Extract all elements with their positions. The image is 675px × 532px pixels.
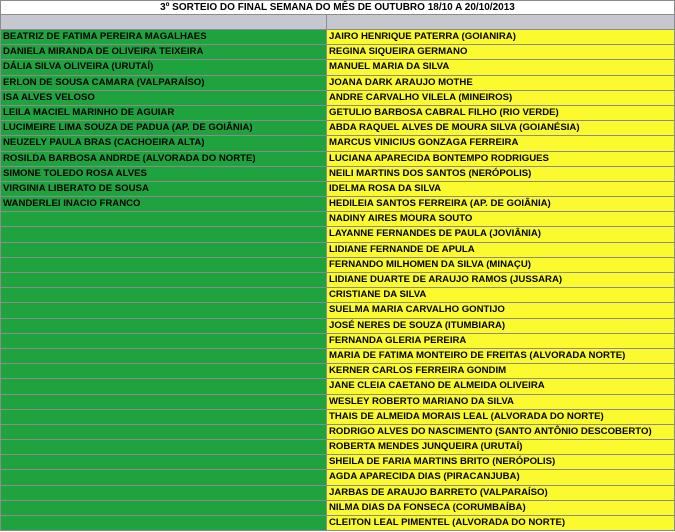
right-name-cell[interactable]: ANDRE CARVALHO VILELA (MINEIROS) (327, 91, 675, 106)
right-name-cell[interactable]: JAIRO HENRIQUE PATERRA (GOIANIRA) (327, 30, 675, 45)
right-name-cell[interactable]: SUELMA MARIA CARVALHO GONTIJO (327, 303, 675, 318)
right-name-cell[interactable]: AGDA APARECIDA DIAS (PIRACANJUBA) (327, 470, 675, 485)
right-name-cell[interactable]: IDELMA ROSA DA SILVA (327, 182, 675, 197)
left-name-cell[interactable]: VIRGINIA LIBERATO DE SOUSA (0, 182, 327, 197)
left-name-cell[interactable] (0, 303, 327, 318)
right-name-cell[interactable]: HEDILEIA SANTOS FERREIRA (AP. DE GOIÂNIA) (327, 197, 675, 212)
table-row (0, 136, 675, 151)
left-name-cell[interactable]: ROSILDA BARBOSA ANDRDE (ALVORADA DO NORTE) (0, 152, 327, 167)
table-row (0, 60, 675, 75)
table-row (0, 470, 675, 485)
left-name-cell[interactable] (0, 349, 327, 364)
right-name-cell[interactable]: WESLEY ROBERTO MARIANO DA SILVA (327, 395, 675, 410)
table-row (0, 455, 675, 470)
table-row (0, 121, 675, 136)
right-name-cell[interactable]: LIDIANE DUARTE DE ARAUJO RAMOS (JUSSARA) (327, 273, 675, 288)
left-name-cell[interactable] (0, 227, 327, 242)
table-row (0, 501, 675, 516)
right-name-cell[interactable]: THAIS DE ALMEIDA MORAIS LEAL (ALVORADA DO NORTE) (327, 410, 675, 425)
left-name-cell[interactable]: DÁLIA SILVA OLIVEIRA (URUTAÍ) (0, 60, 327, 75)
table-row (0, 243, 675, 258)
left-name-cell[interactable] (0, 288, 327, 303)
left-name-cell[interactable]: NEUZELY PAULA BRAS (CACHOEIRA ALTA) (0, 136, 327, 151)
header-cell-right[interactable] (327, 15, 675, 30)
table-row (0, 167, 675, 182)
right-name-cell[interactable]: CLEITON LEAL PIMENTEL (ALVORADA DO NORTE) (327, 516, 675, 531)
table-row (0, 440, 675, 455)
left-name-cell[interactable]: DANIELA MIRANDA DE OLIVEIRA TEIXEIRA (0, 45, 327, 60)
right-name-cell[interactable]: JARBAS DE ARAUJO BARRETO (VALPARAÍSO) (327, 486, 675, 501)
table-row (0, 45, 675, 60)
right-name-cell[interactable]: GETULIO BARBOSA CABRAL FILHO (RIO VERDE) (327, 106, 675, 121)
left-name-cell[interactable] (0, 440, 327, 455)
right-name-cell[interactable]: LUCIANA APARECIDA BONTEMPO RODRIGUES (327, 152, 675, 167)
table-row (0, 212, 675, 227)
right-name-cell[interactable]: JOSÉ NERES DE SOUZA (ITUMBIARA) (327, 319, 675, 334)
left-name-cell[interactable] (0, 334, 327, 349)
left-name-cell[interactable] (0, 258, 327, 273)
left-name-cell[interactable] (0, 410, 327, 425)
right-name-cell[interactable]: MANUEL MARIA DA SILVA (327, 60, 675, 75)
table-row (0, 182, 675, 197)
right-name-cell[interactable]: NILMA DIAS DA FONSECA (CORUMBAÍBA) (327, 501, 675, 516)
right-name-cell[interactable]: JANE CLEIA CAETANO DE ALMEIDA OLIVEIRA (327, 379, 675, 394)
right-name-cell[interactable]: JOANA DARK ARAUJO MOTHE (327, 76, 675, 91)
table-row (0, 349, 675, 364)
name-rows (0, 30, 675, 531)
left-name-cell[interactable]: LUCIMEIRE LIMA SOUZA DE PADUA (AP. DE GOIÂNIA) (0, 121, 327, 136)
right-name-cell[interactable]: SHEILA DE FARIA MARTINS BRITO (NERÓPOLIS) (327, 455, 675, 470)
table-row (0, 410, 675, 425)
left-name-cell[interactable] (0, 319, 327, 334)
left-name-cell[interactable]: WANDERLEI INACIO FRANCO (0, 197, 327, 212)
table-row (0, 76, 675, 91)
table-row (0, 395, 675, 410)
right-name-cell[interactable]: CRISTIANE DA SILVA (327, 288, 675, 303)
header-cell-left[interactable] (0, 15, 327, 30)
table-row (0, 319, 675, 334)
table-row (0, 334, 675, 349)
left-name-cell[interactable]: BEATRIZ DE FATIMA PEREIRA MAGALHAES (0, 30, 327, 45)
table-row (0, 106, 675, 121)
left-name-cell[interactable]: SIMONE TOLEDO ROSA ALVES (0, 167, 327, 182)
left-name-cell[interactable] (0, 455, 327, 470)
right-name-cell[interactable]: REGINA SIQUEIRA GERMANO (327, 45, 675, 60)
table-row (0, 197, 675, 212)
left-name-cell[interactable] (0, 501, 327, 516)
left-name-cell[interactable]: LEILA MACIEL MARINHO DE AGUIAR (0, 106, 327, 121)
right-name-cell[interactable]: MARCUS VINICIUS GONZAGA FERREIRA (327, 136, 675, 151)
left-name-cell[interactable] (0, 486, 327, 501)
table-row (0, 288, 675, 303)
right-name-cell[interactable]: KERNER CARLOS FERREIRA GONDIM (327, 364, 675, 379)
table-row (0, 303, 675, 318)
table-row (0, 379, 675, 394)
left-name-cell[interactable] (0, 470, 327, 485)
table-row (0, 91, 675, 106)
table-row (0, 30, 675, 45)
table-row (0, 258, 675, 273)
left-name-cell[interactable] (0, 516, 327, 531)
right-name-cell[interactable]: ROBERTA MENDES JUNQUEIRA (URUTAÍ) (327, 440, 675, 455)
right-name-cell[interactable]: NADINY AIRES MOURA SOUTO (327, 212, 675, 227)
table-row (0, 425, 675, 440)
table-row (0, 516, 675, 531)
left-name-cell[interactable]: ERLON DE SOUSA CAMARA (VALPARAÍSO) (0, 76, 327, 91)
right-name-cell[interactable]: NEILI MARTINS DOS SANTOS (NERÓPOLIS) (327, 167, 675, 182)
right-name-cell[interactable]: FERNANDO MILHOMEN DA SILVA (MINAÇU) (327, 258, 675, 273)
table-row (0, 486, 675, 501)
left-name-cell[interactable] (0, 243, 327, 258)
table-row (0, 273, 675, 288)
left-name-cell[interactable] (0, 212, 327, 227)
table-row (0, 227, 675, 242)
left-name-cell[interactable] (0, 425, 327, 440)
left-name-cell[interactable] (0, 364, 327, 379)
sheet-title[interactable]: 3º SORTEIO DO FINAL SEMANA DO MÊS DE OUTUBRO 18/10 A 20/10/2013 (0, 0, 675, 15)
left-name-cell[interactable] (0, 273, 327, 288)
right-name-cell[interactable]: LIDIANE FERNANDE DE APULA (327, 243, 675, 258)
right-name-cell[interactable]: RODRIGO ALVES DO NASCIMENTO (SANTO ANTÔNIO DESCOBERTO) (327, 425, 675, 440)
table-row (0, 364, 675, 379)
right-name-cell[interactable]: LAYANNE FERNANDES DE PAULA (JOVIÂNIA) (327, 227, 675, 242)
left-name-cell[interactable] (0, 379, 327, 394)
left-name-cell[interactable]: ISA ALVES VELOSO (0, 91, 327, 106)
left-name-cell[interactable] (0, 395, 327, 410)
table-row (0, 152, 675, 167)
right-name-cell[interactable]: MARIA DE FATIMA MONTEIRO DE FREITAS (ALVORADA NORTE) (327, 349, 675, 364)
right-name-cell[interactable]: ABDA RAQUEL ALVES DE MOURA SILVA (GOIANÉSIA) (327, 121, 675, 136)
header-row (0, 15, 675, 30)
right-name-cell[interactable]: FERNANDA GLERIA PEREIRA (327, 334, 675, 349)
